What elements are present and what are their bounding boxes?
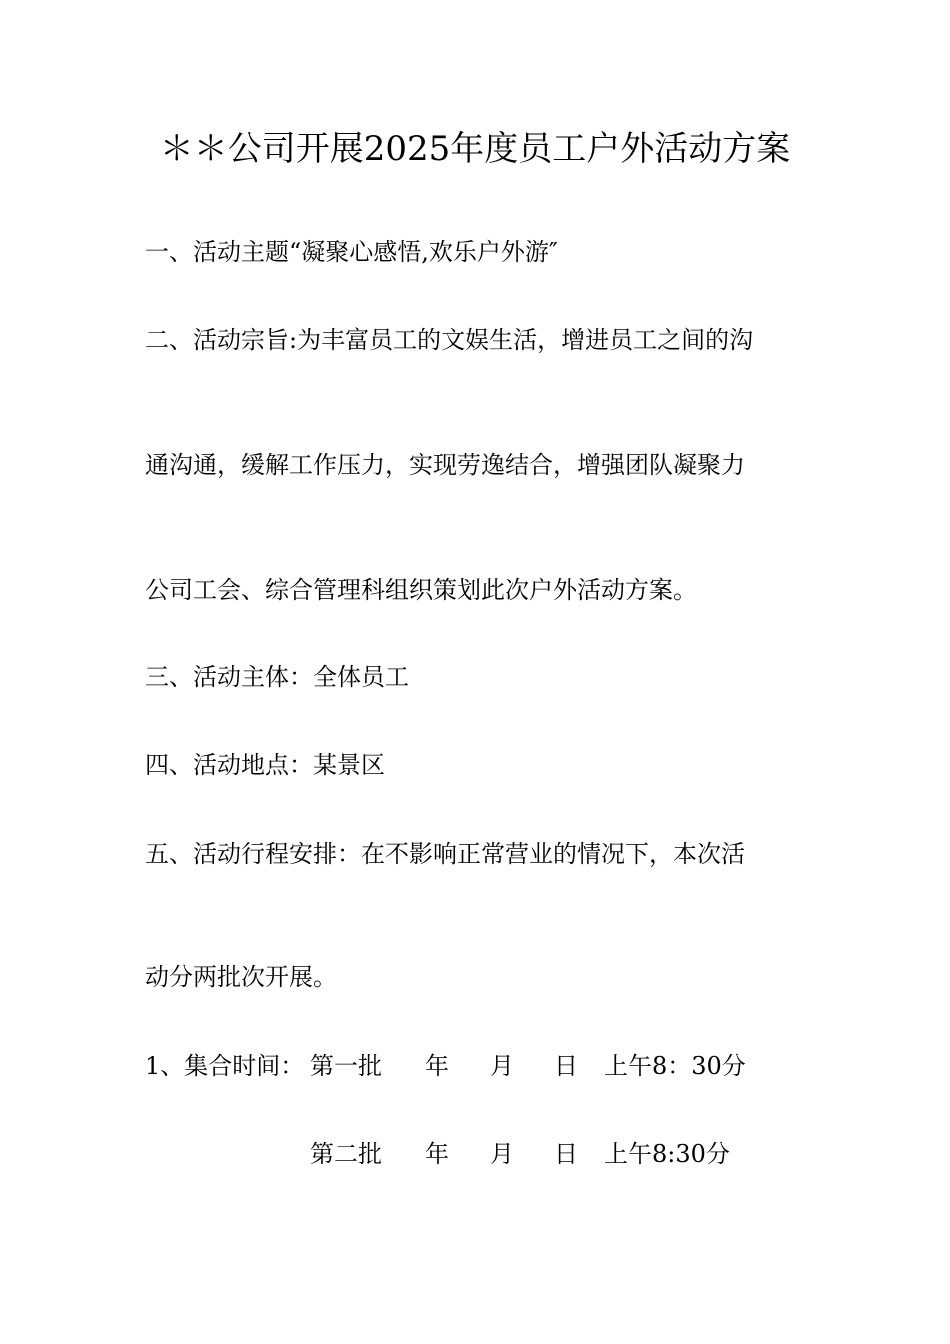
section-purpose-line-3: 公司工会、综合管理科组织策划此次户外活动方案。 bbox=[145, 576, 697, 604]
batch-month: 月 bbox=[490, 1052, 514, 1080]
section-purpose-line-1: 二、活动宗旨:为丰富员工的文娱生活，增进员工之间的沟 bbox=[145, 326, 754, 354]
batch-time: 上午8：30分 bbox=[604, 1052, 746, 1080]
batch-name: 第二批 bbox=[310, 1140, 382, 1168]
section-schedule-line-2: 动分两批次开展。 bbox=[145, 963, 337, 991]
section-participants: 三、活动主体：全体员工 bbox=[145, 663, 409, 691]
batch-year: 年 bbox=[425, 1052, 449, 1080]
section-location: 四、活动地点：某景区 bbox=[145, 751, 385, 779]
batch-year: 年 bbox=[425, 1140, 449, 1168]
section-theme: 一、活动主题“凝聚心感悟,欢乐户外游″ bbox=[145, 238, 558, 266]
section-purpose-line-2: 通沟通，缓解工作压力，实现劳逸结合，增强团队凝聚力 bbox=[145, 451, 745, 479]
batch-time: 上午8:30分 bbox=[604, 1140, 730, 1168]
batch-name: 第一批 bbox=[310, 1052, 382, 1080]
batch-day: 日 bbox=[554, 1140, 578, 1168]
assembly-label: 1、集合时间： bbox=[145, 1052, 305, 1080]
assembly-row-batch-2 bbox=[0, 1137, 950, 1171]
document-title: ＊＊公司开展2025年度员工户外活动方案 bbox=[159, 129, 791, 169]
batch-day: 日 bbox=[554, 1052, 578, 1080]
batch-month: 月 bbox=[490, 1140, 514, 1168]
assembly-row-batch-1 bbox=[0, 1049, 950, 1083]
section-schedule-line-1: 五、活动行程安排：在不影响正常营业的情况下，本次活 bbox=[145, 840, 745, 868]
